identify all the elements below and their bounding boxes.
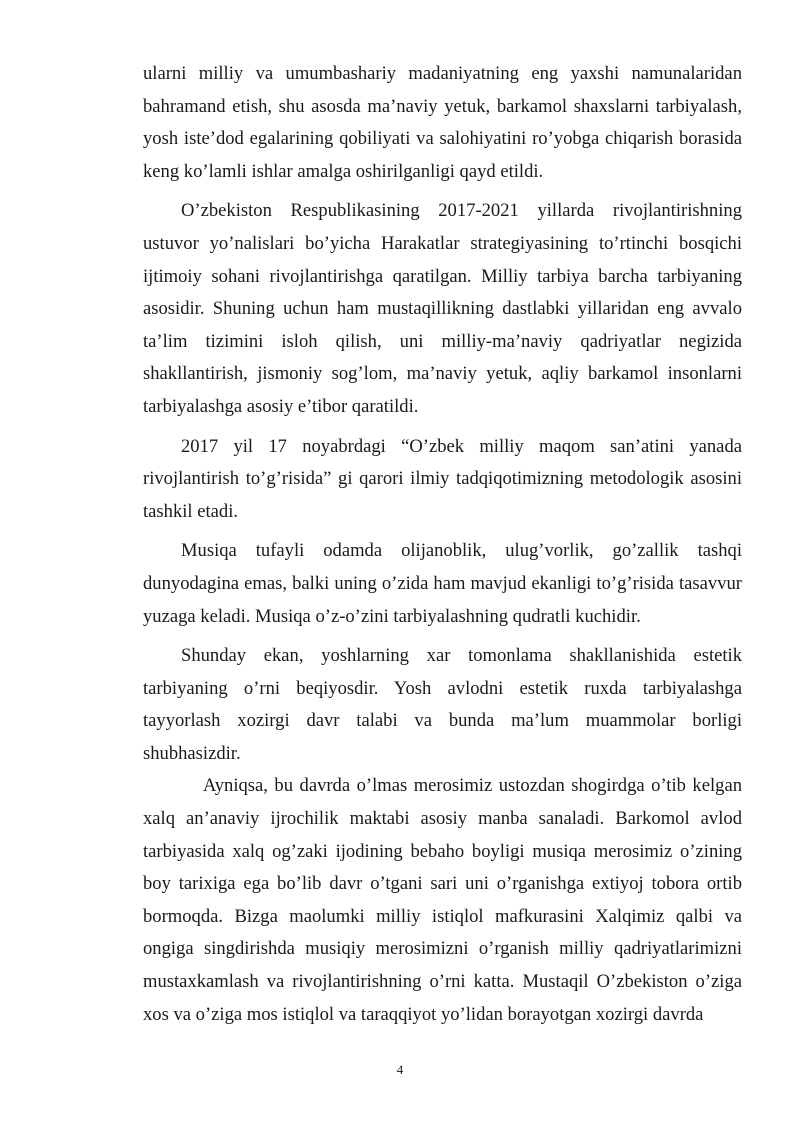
paragraph-6: Ayniqsa, bu davrda o’lmas merosimiz ustozdan shogirdga o’tib kelgan xalq an’anaviy ijrochilik maktabi asosiy manba sanaladi. Barkomol avlod tarbiyasida xalq og’zaki ijodining bebaho boyligi musiqa merosimiz o’zining boy tarixiga ega bo’lib davr o’tgani sari uni o’rganishga extiyoj tobora ortib bormoqda. Bizga maolumki milliy istiqlol mafkurasini Xalqimiz qalbi va ongiga singdirishda musiqiy merosimizni o’rganish milliy qadriyatlarimizni mustaxkamlash va rivojlantirishning o’rni katta. Mustaqil O’zbekiston o’ziga xos va o’ziga mos istiqlol va taraqqiyot yo’lidan borayotgan xozirgi davrda [143,775,742,1025]
paragraph-1: ularni milliy va umumbashariy madaniyatning eng yaxshi namunalaridan bahramand etish, shu asosda ma’naviy yetuk, barkamol shaxslarni tarbiyalash, yosh iste’dod egalarining qobiliyati va salohiyatini ro’yobga chiqarish borasida keng ko’lamli ishlar amalga oshirilganligi qayd etildi. [143,63,742,182]
paragraph-3: 2017 yil 17 noyabrdagi “O’zbek milliy maqom san’atini yanada rivojlantirish to’g’risida” gi qarori ilmiy tadqiqotimizning metodologik asosini tashkil etadi. [143,435,742,522]
paragraph-2: O’zbekiston Respublikasining 2017-2021 yillarda rivojlantirishning ustuvor yo’nalislari bo’yicha Harakatlar strategiyasining to’rtinchi bosqichi ijtimoiy sohani rivojlantirishga qaratilgan. Milliy tarbiya barcha tarbiyaning asosidir. Shuning uchun ham mustaqillikning dastlabki yillaridan eng avvalo ta’lim tizimini isloh qilish, uni milliy-ma’naviy qadriyatlar negizida shakllantirish, jismoniy sog’lom, ma’naviy yetuk, aqliy barkamol insonlarni tarbiyalashga asosiy e’tibor qaratildi. [143,200,742,417]
paragraph-4: Musiqa tufayli odamda olijanoblik, ulug’vorlik, go’zallik tashqi dunyodagina emas, balki uning o’zida ham mavjud ekanligi to’g’risida tasavvur yuzaga keladi. Musiqa o’z-o’zini tarbiyalashning qudratli kuchidir. [143,540,742,627]
paragraph-5: Shunday ekan, yoshlarning xar tomonlama shakllanishida estetik tarbiyaning o’rni beqiyosdir. Yosh avlodni estetik ruxda tarbiyalashga tayyorlash xozirgi davr talabi va bunda ma’lum muammolar borligi shubhasizdir. [143,645,742,764]
page-number: 4 [396,1062,404,1077]
body-text [143,58,742,1038]
